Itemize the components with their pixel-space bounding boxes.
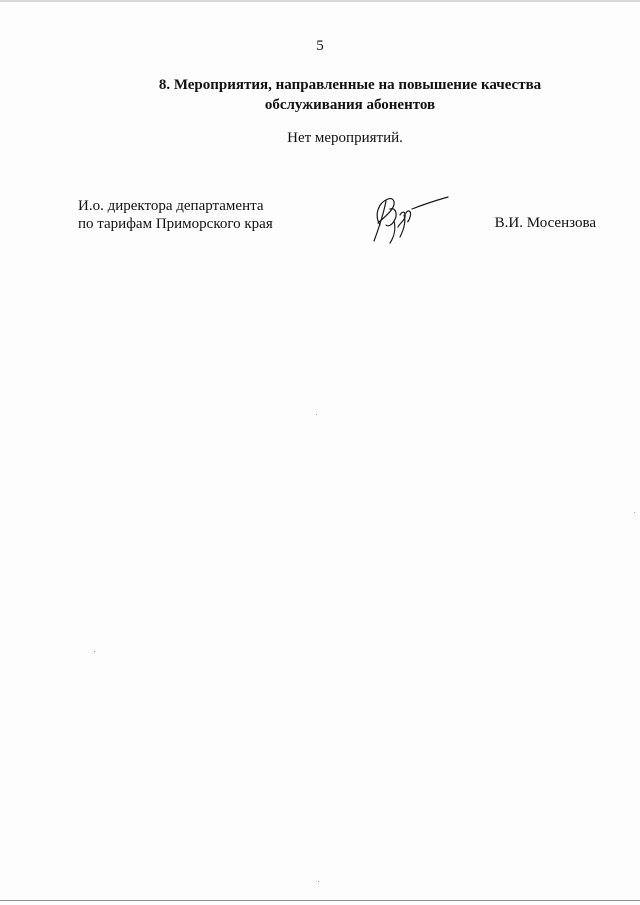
section-body-text: Нет мероприятий. bbox=[287, 130, 403, 146]
scan-speck bbox=[318, 881, 319, 882]
scan-speck bbox=[316, 414, 317, 415]
signer-title bbox=[78, 197, 338, 233]
section-heading-line-2: обслуживания абонентов bbox=[264, 97, 436, 113]
scan-edge-bottom bbox=[0, 900, 640, 901]
signer-name: В.И. Мосензова bbox=[494, 215, 596, 231]
signer-title-line-1: И.о. директора департамента bbox=[78, 198, 264, 214]
section-heading-line-1: 8. Мероприятия, направленные на повышение качества bbox=[158, 77, 542, 93]
page-number: 5 bbox=[316, 38, 324, 54]
section-heading bbox=[100, 75, 600, 115]
scan-speck bbox=[634, 512, 635, 513]
signature-icon bbox=[360, 185, 460, 247]
scan-edge-top bbox=[0, 0, 640, 2]
signer-title-line-2: по тарифам Приморского края bbox=[78, 216, 273, 232]
scan-speck bbox=[94, 651, 95, 652]
